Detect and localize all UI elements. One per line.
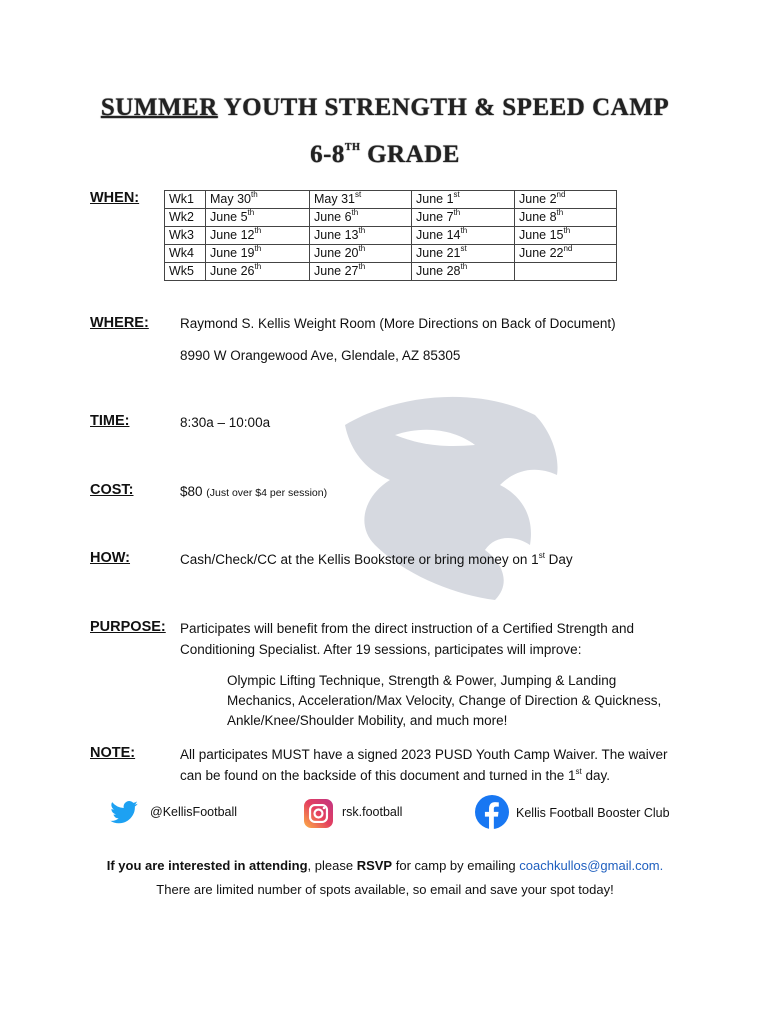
date-text: May 31 — [314, 192, 355, 206]
where-location: Raymond S. Kellis Weight Room (More Directions on Back of Document) — [180, 316, 616, 331]
flyer-title — [0, 94, 770, 122]
date-suffix: th — [358, 262, 366, 271]
schedule-date — [515, 263, 617, 281]
schedule-date — [515, 191, 617, 209]
schedule-date — [206, 209, 310, 227]
how-text: Cash/Check/CC at the Kellis Bookstore or bring money on 1 — [180, 552, 539, 567]
date-text: June 1 — [416, 192, 454, 206]
grade-prefix: 6-8 — [310, 141, 345, 168]
title-underlined: SUMMER — [100, 94, 218, 121]
schedule-row — [165, 227, 617, 245]
how-sup: st — [538, 551, 545, 560]
date-text: June 15 — [519, 228, 564, 242]
purpose-list1: Olympic Lifting Technique, Strength & Power, Jumping & Landing — [227, 673, 617, 688]
date-text: June 26 — [210, 264, 255, 278]
date-suffix: nd — [556, 190, 566, 199]
date-text: June 28 — [416, 264, 461, 278]
schedule-date — [310, 209, 412, 227]
date-text: June 2 — [519, 192, 557, 206]
purpose-line2: Conditioning Specialist. After 19 sessions, participates will improve: — [180, 642, 582, 657]
schedule-date — [310, 263, 412, 281]
date-suffix: st — [453, 190, 460, 199]
schedule-date — [515, 209, 617, 227]
note-suffix: day. — [581, 768, 611, 783]
cost-note: (Just over $4 per session) — [206, 487, 328, 499]
schedule-row — [165, 191, 617, 209]
date-suffix: th — [358, 226, 366, 235]
instagram-icon[interactable] — [304, 799, 333, 828]
schedule-date — [206, 191, 310, 209]
date-suffix: th — [351, 208, 359, 217]
note-sup: st — [575, 767, 582, 776]
date-suffix: th — [254, 226, 262, 235]
date-text: June 8 — [519, 210, 557, 224]
week-label: Wk2 — [165, 209, 206, 227]
facebook-page[interactable]: Kellis Football Booster Club — [516, 806, 670, 820]
cost-label: COST: — [90, 482, 134, 498]
when-label: WHEN: — [90, 190, 140, 206]
week-label: Wk1 — [165, 191, 206, 209]
schedule-row — [165, 209, 617, 227]
week-label: Wk3 — [165, 227, 206, 245]
where-label: WHERE: — [90, 315, 149, 331]
date-text: June 19 — [210, 246, 255, 260]
date-text: June 14 — [416, 228, 461, 242]
schedule-row — [165, 245, 617, 263]
date-suffix: th — [460, 262, 468, 271]
grade-title — [0, 141, 770, 169]
panther-watermark-icon — [335, 385, 565, 605]
grade-suffix: GRADE — [360, 141, 460, 168]
title-rest: YOUTH STRENGTH & SPEED CAMP — [217, 94, 670, 121]
schedule-date — [515, 245, 617, 263]
purpose-label: PURPOSE: — [90, 619, 166, 635]
how-value — [180, 550, 573, 570]
purpose-list2: Mechanics, Acceleration/Max Velocity, Change of Direction & Quickness, — [227, 693, 662, 708]
date-suffix: th — [254, 244, 262, 253]
purpose-list3: Ankle/Knee/Shoulder Mobility, and much more! — [227, 713, 508, 728]
cost-amount: $80 — [180, 484, 203, 499]
date-text: June 20 — [314, 246, 359, 260]
note-line2-text: can be found on the backside of this document and turned in the 1 — [180, 768, 576, 783]
rsvp-text1: , please — [307, 858, 357, 873]
purpose-line1: Participates will benefit from the direct instruction of a Certified Strength and — [180, 621, 634, 636]
date-text: June 22 — [519, 246, 564, 260]
date-text: June 5 — [210, 210, 248, 224]
grade-sup: TH — [344, 142, 361, 153]
cost-value — [180, 482, 327, 503]
note-label: NOTE: — [90, 745, 136, 761]
email-link[interactable]: coachkullos@gmail.com. — [519, 858, 664, 873]
where-address: 8990 W Orangewood Ave, Glendale, AZ 85305 — [180, 348, 461, 363]
date-suffix: th — [453, 208, 461, 217]
week-label: Wk4 — [165, 245, 206, 263]
date-suffix: th — [254, 262, 262, 271]
week-label: Wk5 — [165, 263, 206, 281]
note-line2 — [180, 766, 610, 786]
date-text: June 13 — [314, 228, 359, 242]
schedule-date — [412, 263, 515, 281]
date-suffix: th — [460, 226, 468, 235]
spots-line: There are limited number of spots available, so email and save your spot today! — [156, 882, 614, 897]
twitter-handle[interactable]: @KellisFootball — [150, 805, 238, 819]
schedule-date — [310, 227, 412, 245]
date-suffix: th — [247, 208, 255, 217]
how-suffix: Day — [544, 552, 573, 567]
schedule-date — [412, 209, 515, 227]
schedule-date — [412, 245, 515, 263]
schedule-date — [206, 227, 310, 245]
how-label: HOW: — [90, 550, 131, 566]
facebook-icon[interactable] — [475, 795, 509, 829]
schedule-date — [412, 227, 515, 245]
rsvp-bold1: If you are interested in attending — [106, 858, 308, 873]
date-text: June 7 — [416, 210, 454, 224]
time-label: TIME: — [90, 413, 130, 429]
time-value: 8:30a – 10:00a — [180, 415, 271, 430]
date-text: May 30 — [210, 192, 251, 206]
date-suffix: st — [355, 190, 362, 199]
date-text: June 6 — [314, 210, 352, 224]
date-suffix: st — [460, 244, 467, 253]
schedule-date — [310, 191, 412, 209]
rsvp-text2: for camp by emailing — [392, 858, 520, 873]
date-text: June 21 — [416, 246, 461, 260]
schedule-date — [206, 245, 310, 263]
date-suffix: th — [556, 208, 564, 217]
schedule-row — [165, 263, 617, 281]
rsvp-line — [0, 858, 770, 873]
schedule-date — [310, 245, 412, 263]
date-suffix: th — [563, 226, 571, 235]
schedule-date — [412, 191, 515, 209]
date-text: June 12 — [210, 228, 255, 242]
date-suffix: th — [358, 244, 366, 253]
date-text: June 27 — [314, 264, 359, 278]
schedule-date — [515, 227, 617, 245]
schedule-table — [164, 190, 617, 281]
schedule-date — [206, 263, 310, 281]
instagram-handle[interactable]: rsk.football — [342, 805, 403, 819]
date-suffix: th — [251, 190, 258, 199]
note-line1: All participates MUST have a signed 2023 PUSD Youth Camp Waiver. The waiver — [180, 747, 668, 762]
date-suffix: nd — [563, 244, 573, 253]
twitter-icon[interactable] — [108, 798, 140, 828]
rsvp-bold2: RSVP — [356, 858, 393, 873]
